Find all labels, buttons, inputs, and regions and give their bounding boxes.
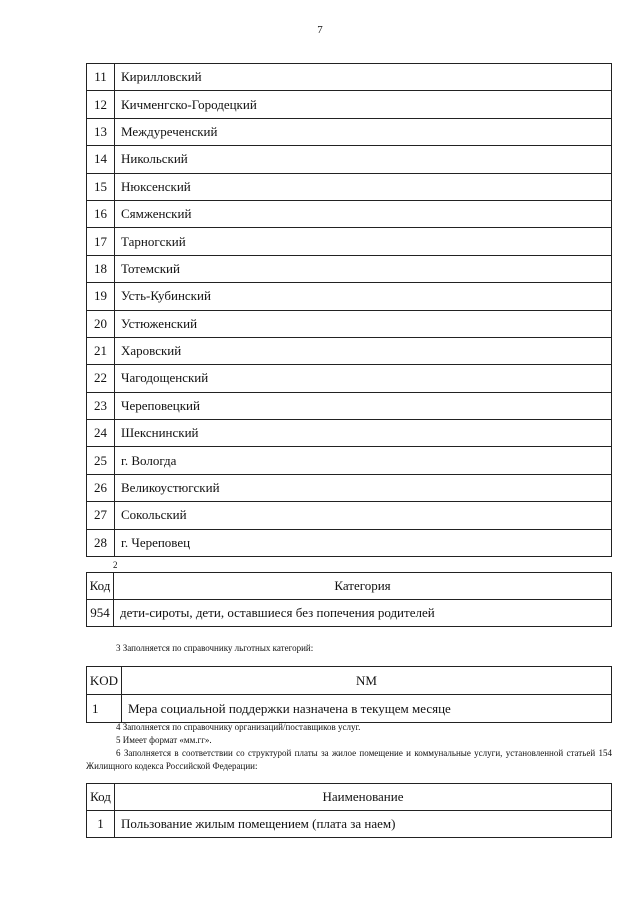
district-number: 16 [87,200,115,227]
footnotes-4-6 [86,721,612,773]
districts-table-body [87,64,612,557]
support-code: 1 [87,695,122,723]
column-header-category: Категория [114,573,612,600]
payment-title: Пользование жилым помещением (плата за наем) [115,811,612,838]
table-row [87,118,612,145]
table-row [87,228,612,255]
table-header-row [87,784,612,811]
district-name: Тотемский [115,255,612,282]
district-name: Нюксенский [115,173,612,200]
table-header-row [87,573,612,600]
table-row [87,420,612,447]
table-row [87,392,612,419]
table-row [87,173,612,200]
table-row [87,365,612,392]
district-number: 22 [87,365,115,392]
district-name: Кирилловский [115,64,612,91]
payment-code: 1 [87,811,115,838]
district-number: 12 [87,91,115,118]
category-title: дети-сироты, дети, оставшиеся без попечения родителей [114,600,612,627]
table-row [87,64,612,91]
table-row [87,337,612,364]
district-number: 24 [87,420,115,447]
categories-table [86,572,612,627]
category-code: 954 [87,600,114,627]
footnote-2-marker: 2 [113,560,118,570]
district-number: 26 [87,474,115,501]
district-number: 23 [87,392,115,419]
column-header-code: Код [87,573,114,600]
district-number: 17 [87,228,115,255]
district-name: Тарногский [115,228,612,255]
district-name: Междуреченский [115,118,612,145]
footnote-6: 6 Заполняется в соответствии со структурой платы за жилое помещение и коммунальные услуги, установленной статьей 154 Жилищного кодекса Российской Федерации: [86,748,612,771]
district-number: 13 [87,118,115,145]
table-row [87,695,612,723]
district-name: Череповецкий [115,392,612,419]
district-number: 28 [87,529,115,556]
table-row [87,811,612,838]
payment-structure-table [86,783,612,838]
district-name: Великоустюгский [115,474,612,501]
table-row [87,146,612,173]
district-name: Никольский [115,146,612,173]
district-number: 11 [87,64,115,91]
district-name: Харовский [115,337,612,364]
district-number: 14 [87,146,115,173]
page-number: 7 [317,24,323,36]
districts-table [86,63,612,557]
support-measure-table [86,666,612,723]
table-row [87,600,612,627]
column-header-code: Код [87,784,115,811]
district-name: Устюженский [115,310,612,337]
table-row [87,200,612,227]
table-row [87,283,612,310]
district-name: Чагодощенский [115,365,612,392]
district-number: 27 [87,502,115,529]
footnote-3: 3 Заполняется по справочнику льготных категорий: [116,643,314,653]
table-row [87,255,612,282]
district-number: 21 [87,337,115,364]
district-number: 18 [87,255,115,282]
table-header-row [87,667,612,695]
district-number: 15 [87,173,115,200]
column-header-name: Наименование [115,784,612,811]
district-number: 20 [87,310,115,337]
table-row [87,447,612,474]
table-row [87,310,612,337]
footnote-4: 4 Заполняется по справочнику организаций/поставщиков услуг. [116,722,361,732]
table-row [87,91,612,118]
district-name: г. Череповец [115,529,612,556]
district-number: 19 [87,283,115,310]
district-name: Усть-Кубинский [115,283,612,310]
table-row [87,529,612,556]
column-header-kod: KOD [87,667,122,695]
support-title: Мера социальной поддержки назначена в текущем месяце [122,695,612,723]
district-name: Шекснинский [115,420,612,447]
district-name: Сямженский [115,200,612,227]
column-header-nm: NM [122,667,612,695]
table-row [87,502,612,529]
district-name: Кичменгско-Городецкий [115,91,612,118]
footnote-5: 5 Имеет формат «мм.гг». [116,735,212,745]
district-number: 25 [87,447,115,474]
district-name: Сокольский [115,502,612,529]
table-row [87,474,612,501]
district-name: г. Вологда [115,447,612,474]
